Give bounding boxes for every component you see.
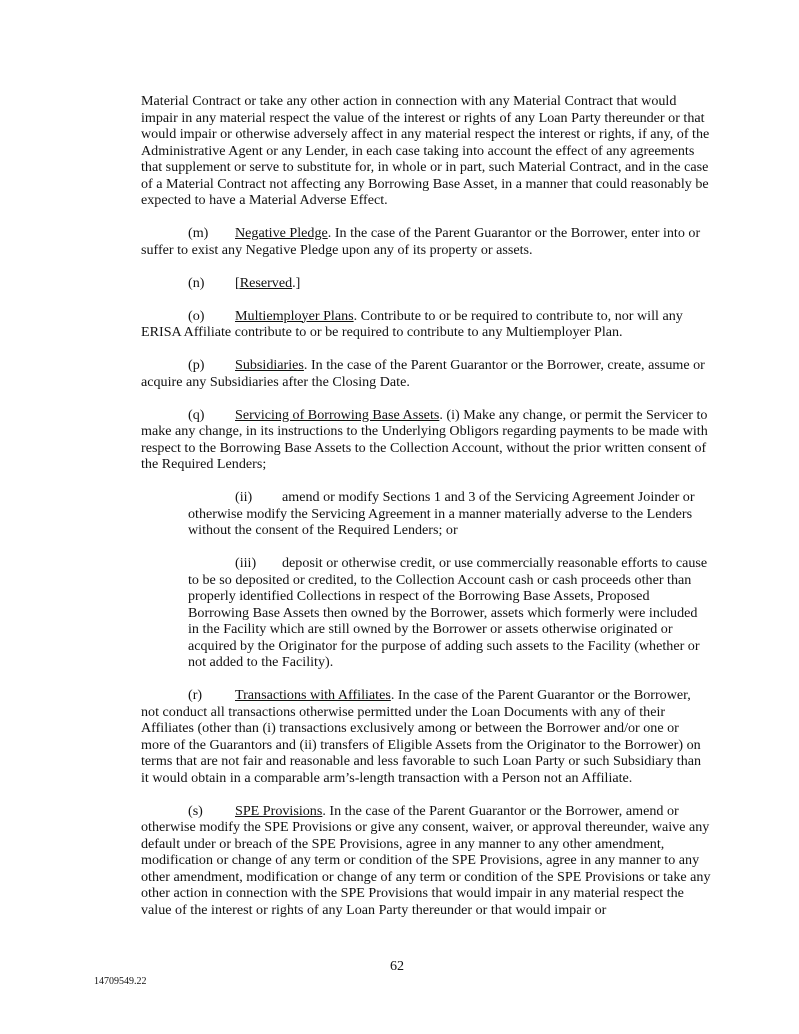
section-heading: Servicing of Borrowing Base Assets: [235, 406, 440, 423]
section-text: . (i) Make any change, or permit the Servicer to make any change, in its instructions to the Underlying Obligors regarding payments to be made with respect to the Borrowing Base Assets to the Collection Account, without the prior written consent of the Required Lenders;: [141, 406, 708, 472]
subclause-ii: [188, 489, 711, 539]
section-n: [141, 275, 711, 292]
section-m: [141, 225, 711, 258]
section-label: (n): [188, 274, 205, 291]
section-heading: Subsidiaries: [235, 357, 304, 373]
section-label: (o): [188, 307, 205, 324]
section-text: . Contribute to or be required to contribute to, nor will any ERISA Affiliate contribute to or be required to contribute to any Multiemployer Plan.: [141, 307, 683, 340]
continuation-paragraph: Material Contract or take any other action in connection with any Material Contract that would impair in any material respect the value of the interest or rights of any Loan Party thereunder or that would impair or otherwise adversely affect in any material respect the interest or rights, if any, of the Administrative Agent or any Lender, in each case taking into account the effect of any agreements that supplement or serve to substitute for, in whole or in part, such Material Contract, and in the case of a Material Contract not affecting any Borrowing Base Asset, in a manner that could reasonably be expected to have a Material Adverse Effect.: [141, 93, 710, 208]
page-number: 62: [390, 958, 405, 974]
section-text: . In the case of the Parent Guarantor or the Borrower, enter into or suffer to exist any Negative Pledge upon any of its property or assets.: [141, 225, 701, 258]
section-heading: [Reserved: [235, 274, 293, 291]
section-p: [141, 357, 711, 390]
section-heading: Transactions with Affiliates: [235, 687, 391, 703]
section-heading: Negative Pledge: [235, 225, 328, 241]
subclause-label: (iii): [235, 555, 257, 571]
subclause-iii: [188, 555, 711, 671]
document-id: 14709549.22: [94, 976, 147, 987]
section-label: (m): [188, 225, 209, 241]
section-text: . In the case of the Parent Guarantor or the Borrower, amend or otherwise modify the SPE Provisions or give any consent, waiver, or approval thereunder, waive any default under or breach of the SPE Provisions, agree in any manner to any other amendment, modification or change of any term or condition of the SPE Provisions, agree in any manner to any other amendment, modification or change of any term or condition of the SPE Provisions or take any other action in connection with the SPE Provisions that would impair in any material respect the value of the interest or rights of any Loan Party thereunder or that would impair or: [141, 802, 711, 918]
section-text: .]: [292, 274, 301, 291]
section-o: [141, 308, 711, 341]
section-text: . In the case of the Parent Guarantor or the Borrower, not conduct all transactions otherwise permitted under the Loan Documents with any of their Affiliates (other than (i) transactions exclusively among or between the Borrower and/or one or more of the Guarantors and (ii) transfers of Eligible Assets from the Originator to the Borrower) on terms that are not fair and reasonable and less favorable to such Loan Party or such Subsidiary than it would obtain in a comparable arm’s-length transaction with a Person not an Affiliate.: [141, 687, 702, 786]
section-label: (r): [188, 687, 203, 703]
section-label: (q): [188, 406, 205, 423]
section-label: (p): [188, 357, 205, 373]
section-label: (s): [188, 802, 203, 819]
section-r: [141, 687, 711, 786]
section-q: [141, 407, 711, 473]
section-heading: Multiemployer Plans: [235, 307, 354, 324]
section-heading: SPE Provisions: [235, 802, 323, 819]
section-s: [141, 803, 711, 919]
subclause-text: amend or modify Sections 1 and 3 of the Servicing Agreement Joinder or otherwise modify the Servicing Agreement in a manner materially adverse to the Lenders without the consent of the Required Lenders; or: [188, 489, 695, 538]
document-page: [141, 93, 711, 935]
section-text: . In the case of the Parent Guarantor or the Borrower, create, assume or acquire any Subsidiaries after the Closing Date.: [141, 357, 705, 390]
subclause-label: (ii): [235, 489, 253, 505]
subclause-text: deposit or otherwise credit, or use commercially reasonable efforts to cause to be so deposited or credited, to the Collection Account cash or cash proceeds other than properly identified Collections in respect of the Borrowing Base Assets, Proposed Borrowing Base Assets then owned by the Borrower, assets which formerly were included in the Facility which are still owned by the Borrower or assets otherwise originated or acquired by the Originator for the purpose of adding such assets to the Facility (whether or not added to the Facility).: [188, 555, 708, 670]
